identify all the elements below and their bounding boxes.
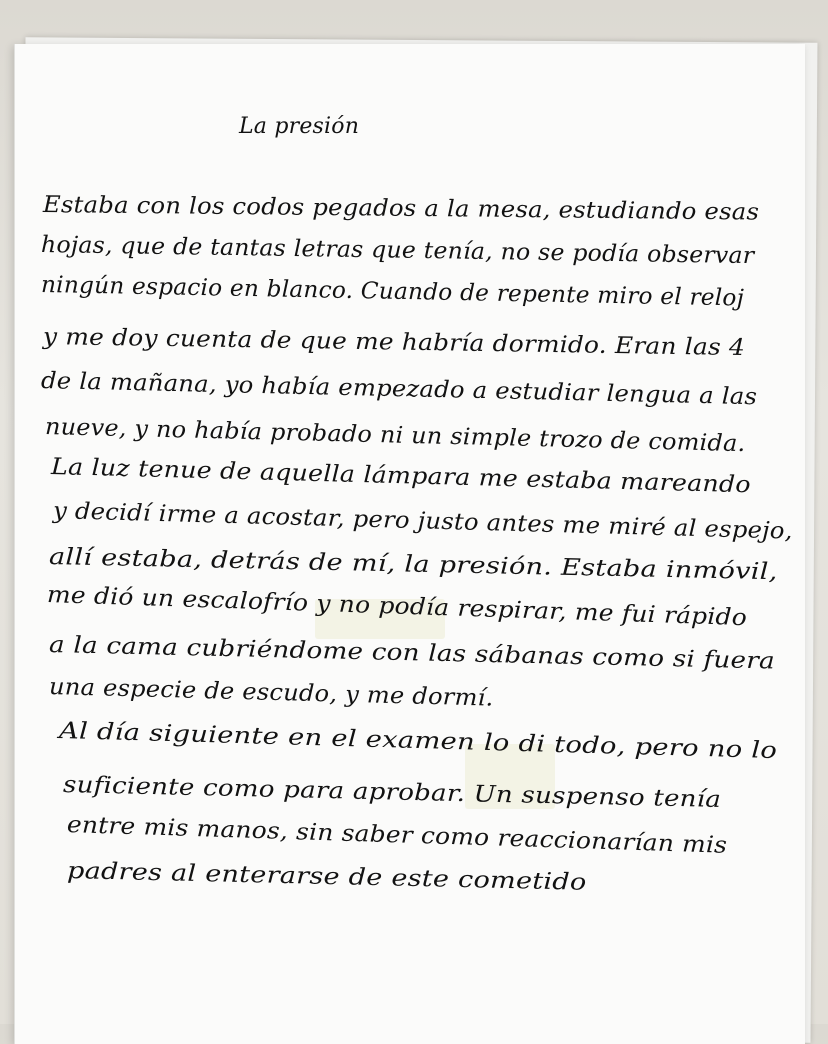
text-line: nueve, y no había probado ni un simple trozo de comida. xyxy=(44,414,746,458)
page-title: La presión xyxy=(239,114,360,139)
text-line: La luz tenue de aquella lámpara me estaba mareando xyxy=(50,454,752,499)
text-line: una especie de escudo, y me dormí. xyxy=(48,674,494,712)
text-line: entre mis manos, sin saber como reaccionarían mis xyxy=(66,812,728,859)
text-line: de la mañana, yo había empezado a estudiar lengua a las xyxy=(40,368,758,411)
text-line: ningún espacio en blanco. Cuando de repente miro el reloj xyxy=(40,272,745,312)
text-line: padres al enterarse de este cometido xyxy=(66,858,587,896)
text-line: y decidí irme a acostar, pero justo antes me miré al espejo, xyxy=(52,498,794,545)
text-line: y me doy cuenta de que me habría dormido. Eran las 4 xyxy=(42,324,746,362)
text-line: me dió un escalofrío y no podía respirar, me fui rápido xyxy=(46,582,748,632)
text-line: a la cama cubriéndome con las sábanas como si fuera xyxy=(48,632,776,675)
text-line: hojas, que de tantas letras que tenía, no se podía observar xyxy=(40,232,755,270)
text-line: suficiente como para aprobar. Un suspenso tenía xyxy=(62,772,722,813)
text-line: Estaba con los codos pegados a la mesa, estudiando esas xyxy=(42,192,760,226)
handwritten-page xyxy=(14,44,805,1044)
text-line: Al día siguiente en el examen lo di todo, pero no lo xyxy=(58,718,778,765)
text-line: allí estaba, detrás de mí, la presión. Estaba inmóvil, xyxy=(48,544,778,586)
